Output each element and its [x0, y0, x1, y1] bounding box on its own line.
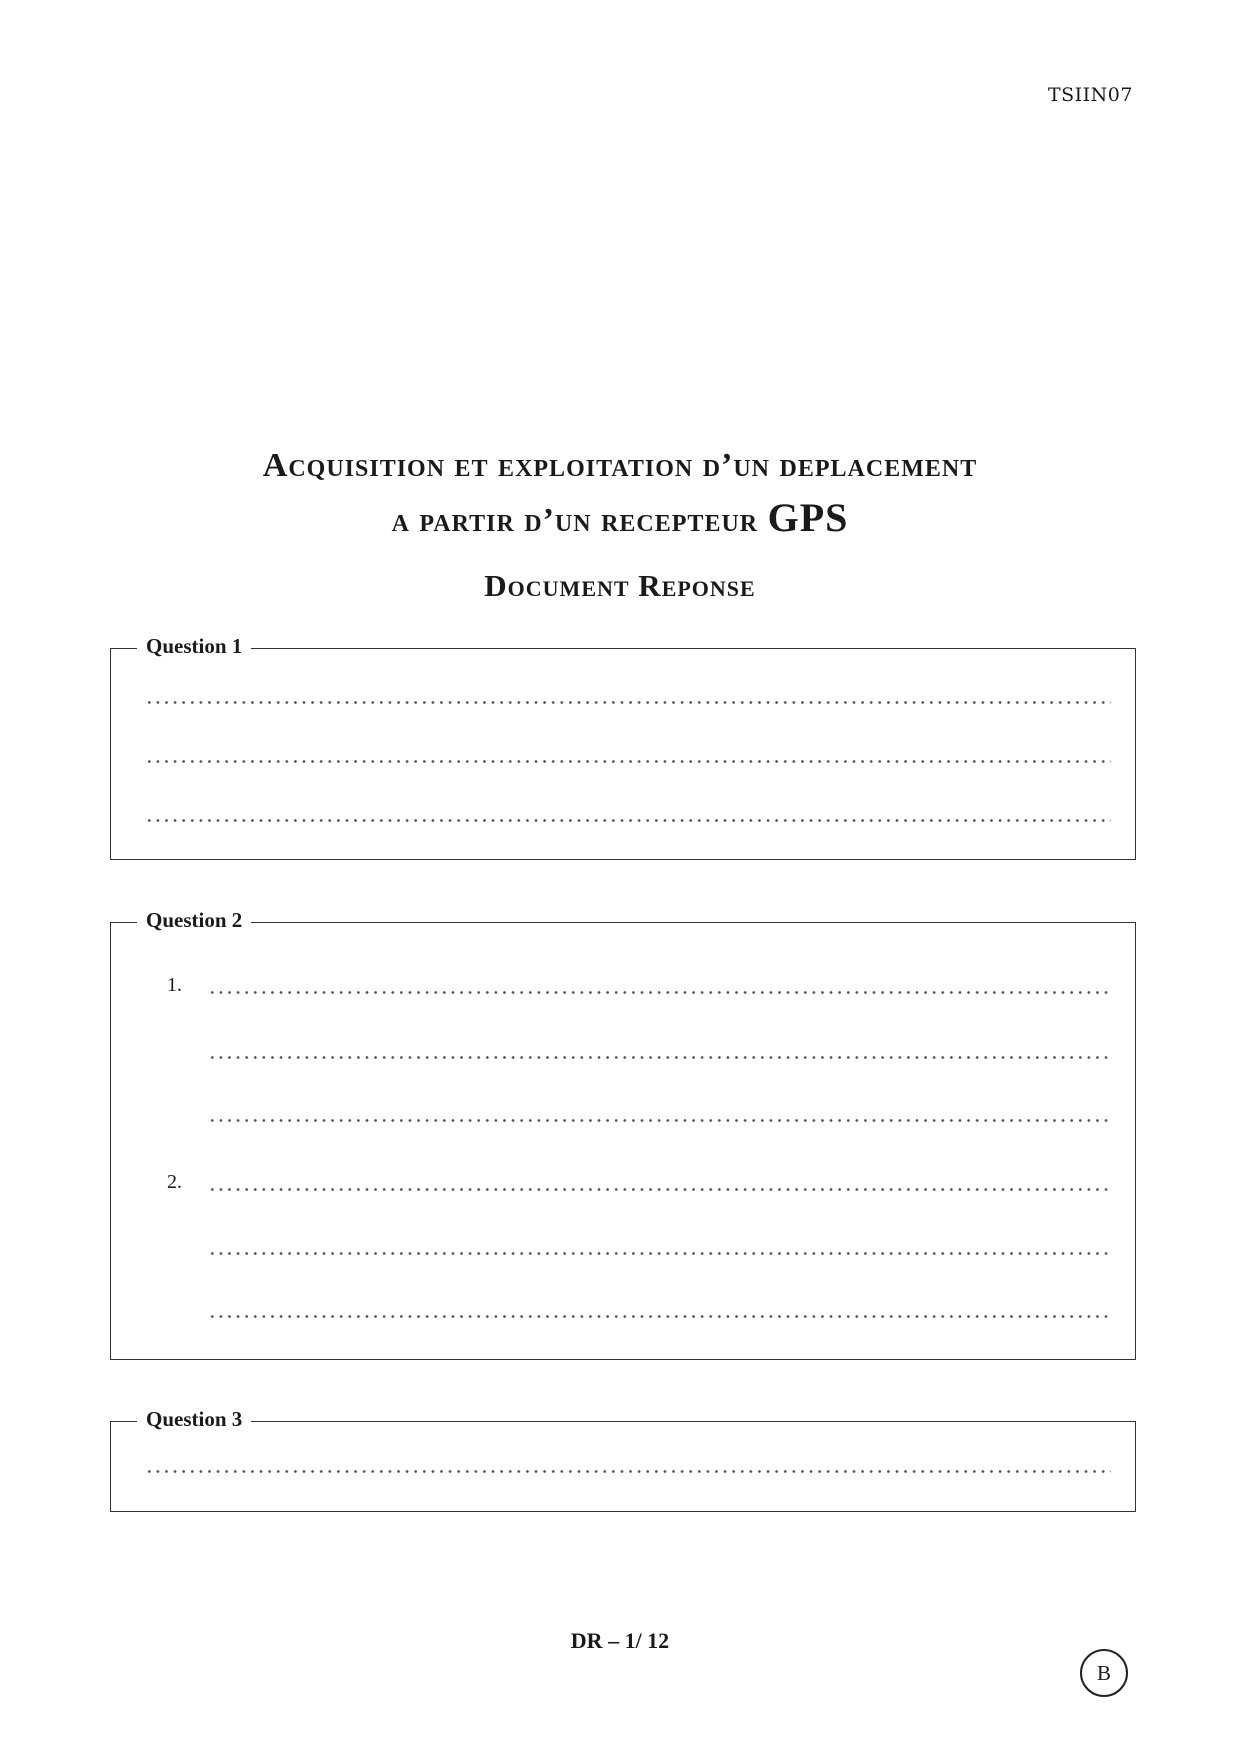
answer-line[interactable]: [208, 991, 1111, 994]
question-2-label: Question 2: [137, 908, 251, 933]
document-code: TSIIN07: [1047, 84, 1133, 106]
question-1-label: Question 1: [137, 634, 251, 659]
answer-line[interactable]: [145, 760, 1111, 763]
question-2-box: [110, 908, 1136, 1360]
answer-line[interactable]: [208, 1252, 1111, 1255]
question-3-box: [110, 1407, 1136, 1512]
title-line-1: Acquisition et exploitation d’un deplacement: [262, 447, 978, 484]
document-title: [0, 440, 1240, 547]
answer-line[interactable]: [208, 1119, 1111, 1122]
question-1-box: [110, 634, 1136, 860]
page-number: DR – 1/ 12: [570, 1628, 670, 1653]
answer-line[interactable]: [145, 1470, 1111, 1473]
answer-line[interactable]: [208, 1315, 1111, 1318]
answer-line[interactable]: [208, 1188, 1111, 1191]
document-subtitle: Document Reponse: [484, 568, 756, 603]
item-number-2: 2.: [167, 1171, 182, 1193]
title-gps: GPS: [767, 495, 849, 540]
variant-badge: B: [1080, 1649, 1128, 1697]
question-3-label: Question 3: [137, 1407, 251, 1432]
answer-line[interactable]: [145, 701, 1111, 704]
title-line-2: [0, 492, 1240, 547]
answer-line[interactable]: [145, 819, 1111, 822]
title-line-2-text: a partir d’un recepteur: [391, 502, 768, 539]
answer-line[interactable]: [208, 1056, 1111, 1059]
item-number-1: 1.: [167, 974, 182, 996]
